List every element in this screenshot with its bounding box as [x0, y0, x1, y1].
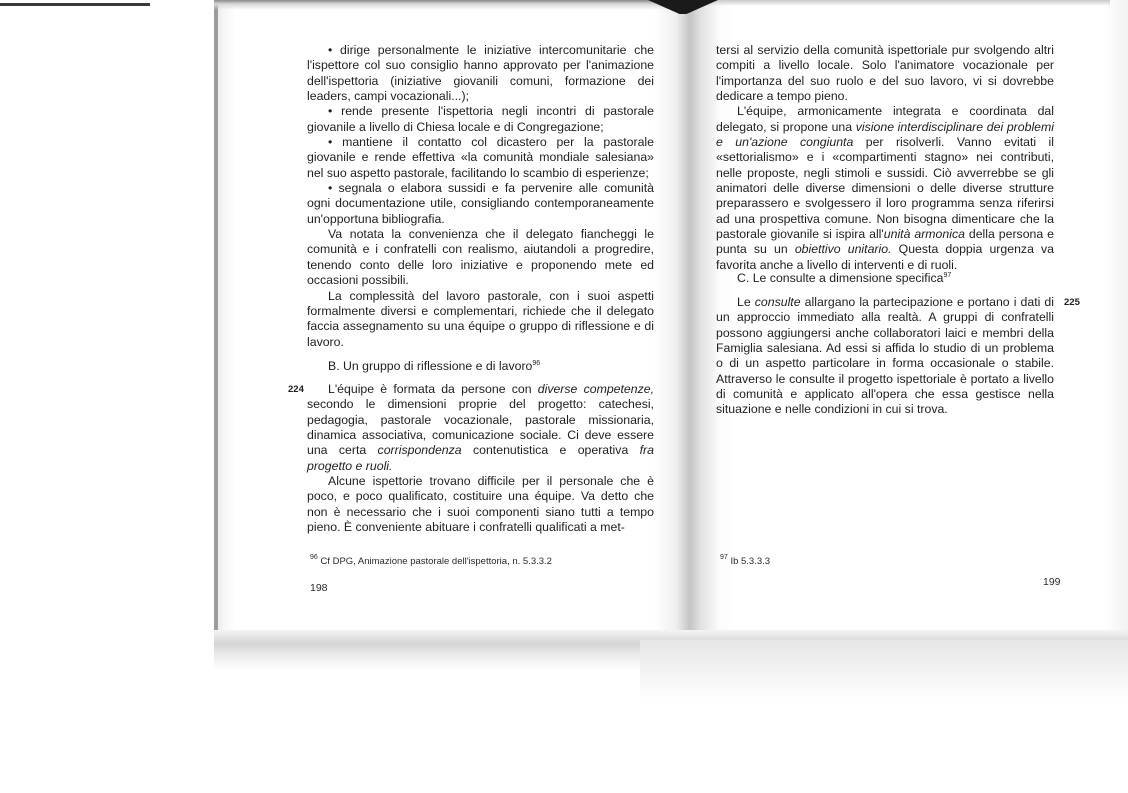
footnote-ref: 96 — [532, 360, 541, 367]
text-run: Questa doppia urgenza va favorita anche a livello di interventi e di ruoli. — [716, 242, 1055, 272]
section-heading-c — [737, 271, 951, 285]
top-shadow-right — [690, 0, 1110, 6]
right-section-c-body — [716, 295, 1054, 418]
page-number-left: 198 — [310, 582, 328, 594]
text-run: L'équipe, armonicamente integrata e coordinata dal delegato, si propone una — [716, 104, 1054, 134]
body-paragraph — [716, 104, 1054, 273]
text-run: Le — [737, 295, 755, 309]
margin-number: 224 — [288, 384, 304, 395]
body-paragraph — [716, 295, 1054, 418]
body-paragraph: La complessità del lavoro pastorale, con i suoi aspetti formalmente diversi e complementari, richiede che il delegato faccia assegnamento su una équipe o gruppo di riflessione e di lavoro. — [307, 288, 654, 349]
left-page-body — [307, 43, 654, 350]
bullet-paragraph: • mantiene il contatto col dicastero per la pastorale giovanile e rende effettiva «la comunità mondiale salesiana» nel suo aspetto pastorale, facilitando lo scambio di esperienze; — [307, 135, 654, 180]
text-run: per risolverli. Vanno evitati il «settorialismo» e i «compartimenti stagno» nei contributi, nelle proposte, negli stimoli e sussidi. Ciò avverrebbe se gli animatori delle diverse dimensioni o delle diverse strutture preparassero e svolgessero il loro programma senza riferirsi ad una prospettiva comune. Non bisogna dimenticare che la pastorale giovanile si ispira all' — [716, 135, 1054, 242]
italic-run: unità armonica — [883, 227, 965, 242]
section-heading-text: C. Le consulte a dimensione specifica — [737, 271, 944, 285]
text-run: contenutistica e operativa — [461, 443, 640, 458]
footnote-text: Cf DPG, Animazione pastorale dell'ispettoria, n. 5.3.3.2 — [320, 556, 552, 567]
page-number-right: 199 — [1043, 576, 1061, 588]
italic-run: visione interdisciplinare dei problemi e un'azione congiunta — [716, 119, 1054, 150]
bottom-fade — [640, 640, 1128, 700]
section-heading-b — [328, 359, 540, 373]
body-paragraph: tersi al servizio della comunità ispettoriale pur svolgendo altri compiti a livello locale. Solo l'animatore vocazionale per l'importanza del suo ruolo e del suo lavoro, vi si dovrebbe dedicare a tempo pieno. — [716, 43, 1054, 104]
footnote-ref: 97 — [943, 272, 952, 279]
body-paragraph — [307, 382, 654, 474]
footnote-right — [720, 554, 770, 567]
book-edge — [214, 0, 218, 645]
body-paragraph: Alcune ispettorie trovano difficile per il personale che è poco, e poco qualificato, costituire una équipe. Va detto che non è necessario che i suoi componenti siano tutti a tempo pieno. È conveniente abituare i confratelli qualificati a met- — [307, 474, 654, 535]
body-paragraph: Va notata la convenienza che il delegato fiancheggi le comunità e i confratelli con realismo, aiutandoli a progredire, tenendo conto delle loro iniziative e proponendo mete ed occasioni possibili. — [307, 227, 654, 288]
text-run: secondo le dimensioni proprie del progetto: catechesi, pedagogia, pastorale vocazionale, pastorale missionaria, dinamica associativa, comunicazione sociale. Ci deve essere una certa — [307, 397, 654, 458]
italic-run: diverse competenze, — [537, 382, 654, 396]
italic-run: consulte — [754, 295, 801, 309]
footnote-text: Ib 5.3.3.3 — [730, 556, 771, 567]
text-run: L'équipe è formata da persone con — [328, 382, 538, 396]
section-heading-text: B. Un gruppo di riflessione e di lavoro — [328, 359, 533, 373]
text-run: della persona e punta su un — [716, 227, 1054, 257]
bullet-paragraph: • rende presente l'ispettoria negli incontri di pastorale giovanile a livello di Chiesa locale e di Congregazione; — [307, 104, 654, 134]
right-page-body — [716, 43, 1054, 273]
margin-number: 225 — [1064, 297, 1080, 308]
footnote-mark: 97 — [720, 554, 728, 561]
bullet-paragraph: • dirige personalmente le iniziative intercomunitarie che l'ispettore col suo consiglio hanno approvato per l'animazione dell'ispettoria (iniziative giovanili comuni, formazione dei leaders, campi vocazionali...); — [307, 43, 654, 104]
bullet-paragraph: • segnala o elabora sussidi e fa pervenire alle comunità ogni documentazione utile, consigliando contemporaneamente un'opportuna bibliografia. — [307, 181, 654, 226]
scan-edge-line — [0, 3, 150, 6]
footnote-mark: 96 — [310, 554, 318, 561]
italic-run: obiettivo unitario. — [794, 242, 892, 257]
left-section-b-body — [307, 382, 654, 535]
italic-run: fra progetto e ruoli. — [307, 443, 654, 473]
top-shadow-left — [214, 0, 674, 10]
text-run: allargano la partecipazione e portano i dati di un approccio immediato alla realtà. A gruppi di confratelli possono aggiungersi anche collaboratori laici e membri della Famiglia salesiana. Ad essi si affida lo studio di un problema o di un aspetto particolare in forma occasionale o stabile. Attraverso le consulte il progetto ispettoriale è portato a livello di comunità e applicato all'opera che essa gestisce nella situazione e nelle condizioni in cui si trova. — [716, 295, 1054, 417]
italic-run: corrispondenza — [377, 443, 462, 458]
footnote-left — [310, 554, 552, 567]
